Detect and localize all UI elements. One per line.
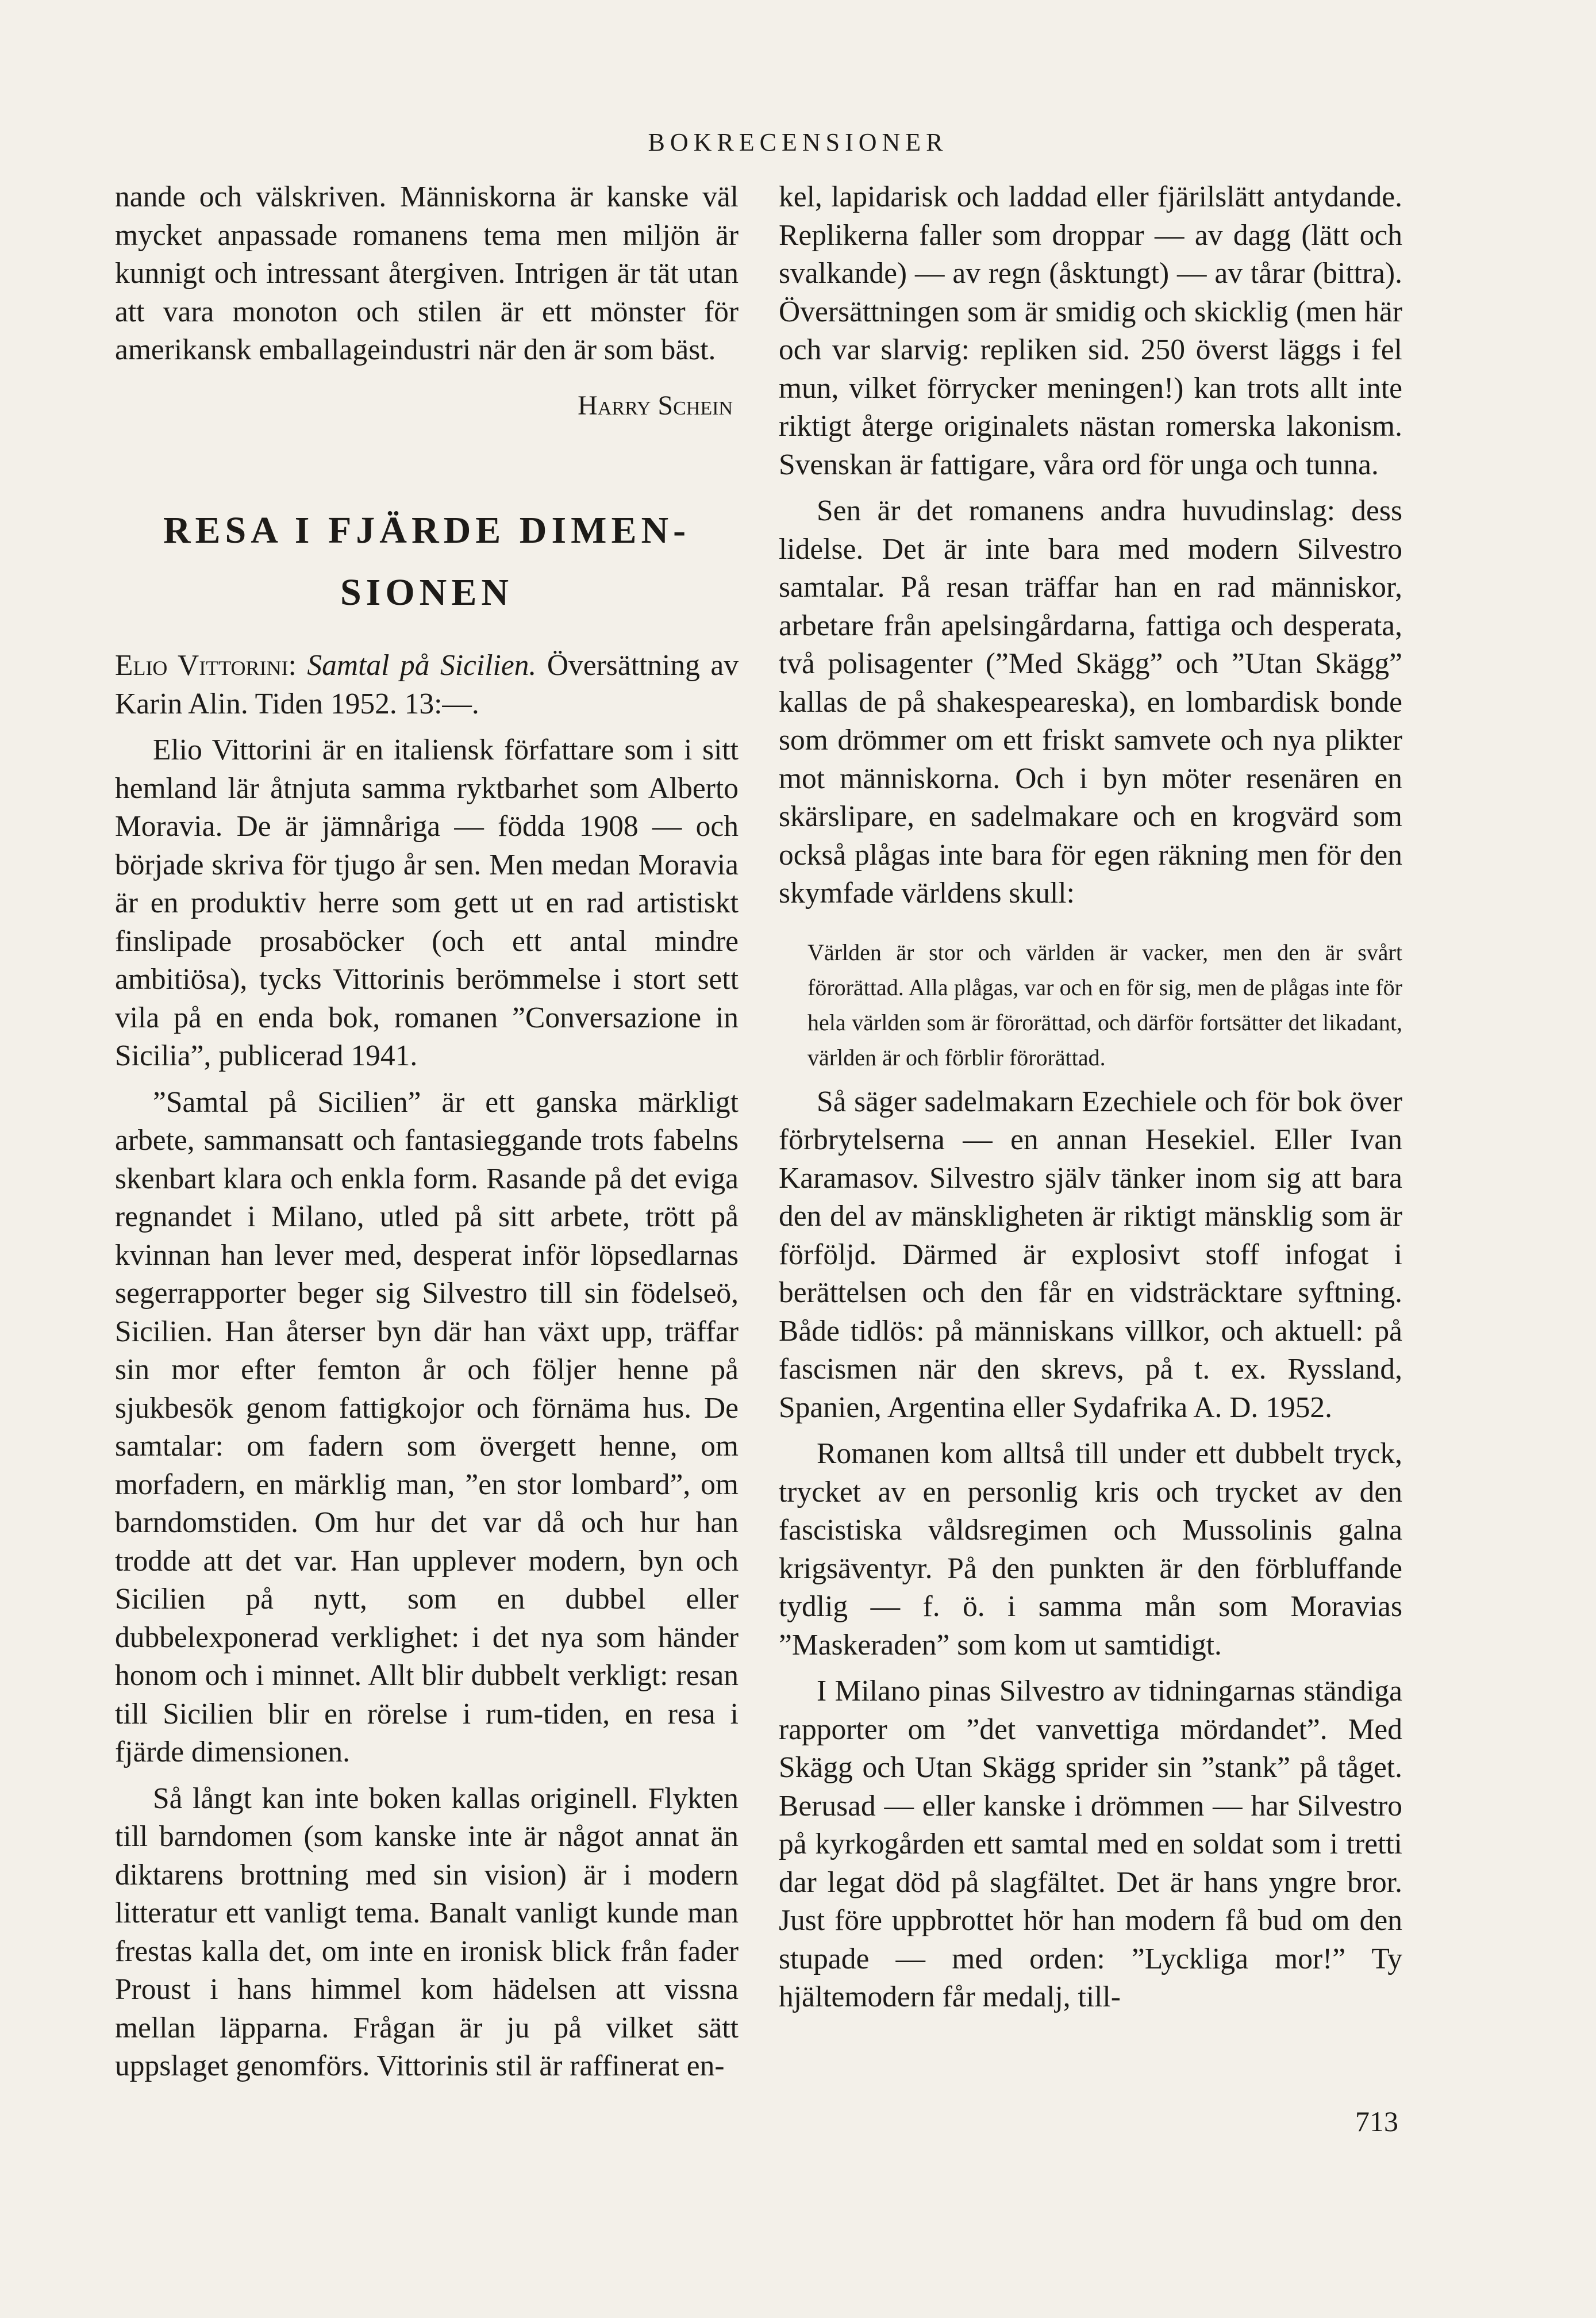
book-citation bbox=[115, 647, 739, 723]
paragraph: I Milano pinas Silvestro av tidningarnas ständiga rapporter om ”det vanvettiga mördandet”. Med Skägg och Utan Skägg sprider sin ”stank” på tåget. Berusad — eller kanske i drömmen — har Silvestro på kyrkogården ett samtal med en soldat som i tretti dar legat död på slagfältet. Det är hans yngre bror. Just före uppbrottet hör han modern få bud om den stupade — med orden: ”Lyckliga mor!” Ty hjältemodern får medalj, till- bbox=[779, 1675, 1402, 2013]
article-title-line-1: RESA I FJÄRDE DIMEN- bbox=[163, 509, 691, 551]
paragraph: Romanen kom alltså till under ett dubbelt tryck, trycket av en personlig kris och trycket av den fascistiska våldsregimen och Mussolinis galna krigsäventyr. På den punkten är den förbluffande tydlig — f. ö. i samma mån som Moravias ”Maskeraden” som kom ut samtidigt. bbox=[779, 1437, 1402, 1661]
running-header: BOKRECENSIONER bbox=[648, 128, 948, 156]
paragraph: Elio Vittorini är en italiensk författare som i sitt hemland lär åtnjuta samma ryktbarhet som Alberto Moravia. De är jämnåriga — födda 1908 — och började skriva för tjugo år sen. Men medan Moravia är en produktiv herre som gett ut en rad artistiskt finslipade prosaböcker (och ett antal mindre ambitiösa), tycks Vittorinis berömmelse i stort sett vila på en enda bok, romanen ”Conversazione in Sicilia”, publicerad 1941. bbox=[115, 734, 739, 1072]
article-title bbox=[115, 500, 739, 624]
block-quote: Världen är stor och världen är vacker, men den är svårt förorättad. Alla plågas, var och en för sig, men de plågas inte för hela världen som är förorättad, och därför fortsätter det likadant, världen är och förblir förorättad. bbox=[807, 939, 1402, 1070]
book-details: Översättning av Karin Alin. Tiden 1952. 13:—. bbox=[115, 649, 739, 720]
paragraph: Sen är det romanens andra huvudinslag: dess lidelse. Det är inte bara med modern Silvestro samtalar. På resan träffar han en rad människor, arbetare från apelsingårdarna, fattiga och desperata, två polisagenter (”Med Skägg” och ”Utan Skägg” kallas de på shakespeareska), en lombardisk bonde som drömmer om ett friskt samvete och nya plikter mot människorna. Och i byn möter resenären en skärslipare, en sadelmakare och en krogvärd som också plågas inte bara för egen räkning men för den skymfade världens skull: bbox=[779, 494, 1402, 909]
continued-paragraph: nande och välskriven. Människorna är kanske väl mycket anpassade romanens tema men miljön är kunnigt och intressant återgiven. Intrigen är tät utan att vara monoton och stilen är ett mönster för amerikansk emballageindustri när den är som bäst. bbox=[115, 181, 739, 366]
paragraph: Så säger sadelmakarn Ezechiele och för bok över förbrytelserna — en annan Hesekiel. Eller Ivan Karamasov. Silvestro själv tänker inom sig att bara den del av mänskligheten är riktigt mänsklig som är förföljd. Därmed är explosivt stoff infogat i berättelsen och den får en vidsträcktare syftning. Både tidlös: på människans villkor, och aktuell: på fascismen när den skrevs, på t. ex. Ryssland, Spanien, Argentina eller Sydafrika A. D. 1952. bbox=[779, 1085, 1402, 1424]
continued-paragraph: kel, lapidarisk och laddad eller fjärilslätt antydande. Replikerna faller som droppar — av dagg (lätt och svalkande) — av regn (åsktungt) — av tårar (bittra). Översättningen som är smidig och skicklig (men här och var slarvig: repliken sid. 250 överst läggs i fel mun, vilket förrycker meningen!) kan trots allt inte riktigt återge originalets nästan romerska lakonism. Svenskan är fattigare, våra ord för unga och tunna. bbox=[779, 181, 1402, 481]
article-title-line-2: SIONEN bbox=[340, 571, 514, 613]
right-column bbox=[779, 178, 1402, 2017]
book-author: Elio Vittorini bbox=[115, 649, 289, 682]
page-number: 713 bbox=[1355, 2105, 1398, 2137]
paragraph: ”Samtal på Sicilien” är ett ganska märkligt arbete, sammansatt och fantasieggande trots fabelns skenbart klara och enkla form. Rasande på det eviga regnandet i Milano, utled på sitt arbete, trött på kvinnan han lever med, desperat inför löpsedlarnas segerrapporter beger sig Silvestro till sin födelseö, Sicilien. Han återser byn där han växt upp, träffar sin mor efter femton år och följer henne på sjukbesök genom fattigkojor och förnäma hus. De samtalar: om fadern som övergett henne, om morfadern, en märklig man, ”en stor lombard”, om barndomstiden. Om hur det var då och hur han trodde att det var. Han upplever modern, byn och Sicilien på nytt, som en dubbel eller dubbelexponerad verklighet: i det nya som händer honom och i minnet. Allt blir dubbelt verkligt: resan till Sicilien blir en rörelse i rum-tiden, en resa i fjärde dimensionen. bbox=[115, 1085, 739, 1768]
left-column bbox=[115, 178, 739, 2086]
paragraph: Så långt kan inte boken kallas originell. Flykten till barndomen (som kanske inte är något annat än diktarens brottning med sin vision) är i modern litteratur ett vanligt tema. Banalt vanligt kunde man frestas kalla det, om inte en ironisk blick från fader Proust i hans himmel kom hädelsen att vissna mellan läpparna. Frågan är ju på vilket sätt uppslaget genomförs. Vittorinis stil är raffinerat en- bbox=[115, 1782, 739, 2082]
reviewer-signature: Harry Schein bbox=[578, 390, 733, 421]
book-title: Samtal på Sicilien. bbox=[307, 649, 537, 682]
book-separator: : bbox=[288, 649, 307, 682]
